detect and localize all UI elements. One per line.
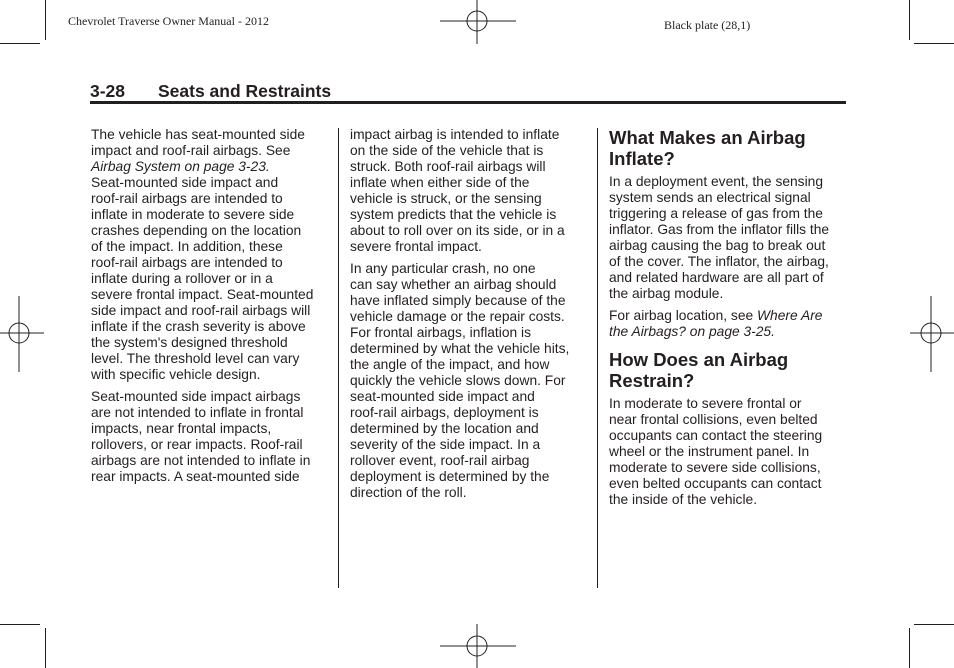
registration-mark-top [440,0,516,44]
paragraph: In any particular crash, no one can say whether an airbag should have inflated simply because of the vehicle damage or the repair costs. For frontal airbags, inflation is determined by what the vehicle hits, the angle of the impact, and how quickly the vehicle slows down. For seat-mounted side impact and roof-rail airbags, deployment is determined by the location and severity of the side impact. In a rollover event, roof-rail airbag deployment is determined by the direction of the roll. [350,261,570,500]
cross-reference: the Airbags? on page 3-25. [609,324,775,339]
column-divider-2 [597,128,598,588]
registration-mark-left [0,296,44,372]
heading-how-does-airbag-restrain: How Does an Airbag Restrain? [609,349,789,391]
paragraph: Seat-mounted side impact airbags are not intended to inflate in frontal impacts, near frontal impacts, rollovers, or rear impacts. Roof-rail airbags are not intended to inflate in rear impacts. A seat-mounted side [91,389,311,484]
registration-mark-right [910,296,954,372]
paragraph: impact airbag is intended to inflate on the side of the vehicle that is struck. Both roof-rail airbags will inflate when either side of the vehicle is struck, or the sensing system predicts that the vehicle is about to roll over on its side, or in a severe frontal impact. [350,127,565,254]
paragraph: In moderate to severe frontal or near frontal collisions, even belted occupants can contact the steering wheel or the instrument panel. In moderate to severe side collisions, even belted occupants can contact the inside of the vehicle. [609,396,823,507]
section-title: Seats and Restraints [158,81,332,101]
plate-label: Black plate (28,1) [664,18,751,32]
paragraph: For airbag location, see Where Are the Airbags? on page 3-25. [609,308,849,340]
column-2 [350,127,592,507]
page-number: 3-28 [90,81,126,101]
registration-mark-bottom [440,624,516,668]
cross-reference: Airbag System on page 3-23. [91,159,270,174]
cross-reference: Where Are [757,308,823,323]
heading-what-makes-airbag-inflate: What Makes an Airbag Inflate? [609,127,806,169]
paragraph: The vehicle has seat-mounted side impact and roof-rail airbags. See Airbag System on page 3-23. Seat-mounted side impact and roof-rail airbags are intended to inflate in moderate to severe side crashes depending on the location of the impact. In addition, these roof-rail airbags are intended to inflate during a rollover or in a severe frontal impact. Seat-mounted side impact and roof-rail airbags will inflate if the crash severity is above the system's designed threshold level. The threshold level can vary with specific vehicle design. [91,127,333,383]
column-3 [609,127,849,514]
manual-title: Chevrolet Traverse Owner Manual - 2012 [68,14,269,28]
column-divider-1 [338,128,339,588]
header-rule [90,101,846,104]
paragraph: In a deployment event, the sensing system sends an electrical signal triggering a release of gas from the inflator. Gas from the inflator fills the airbag causing the bag to break out of the cover. The inflator, the airbag, and related hardware are all part of the airbag module. [609,174,830,301]
column-1 [91,127,333,491]
